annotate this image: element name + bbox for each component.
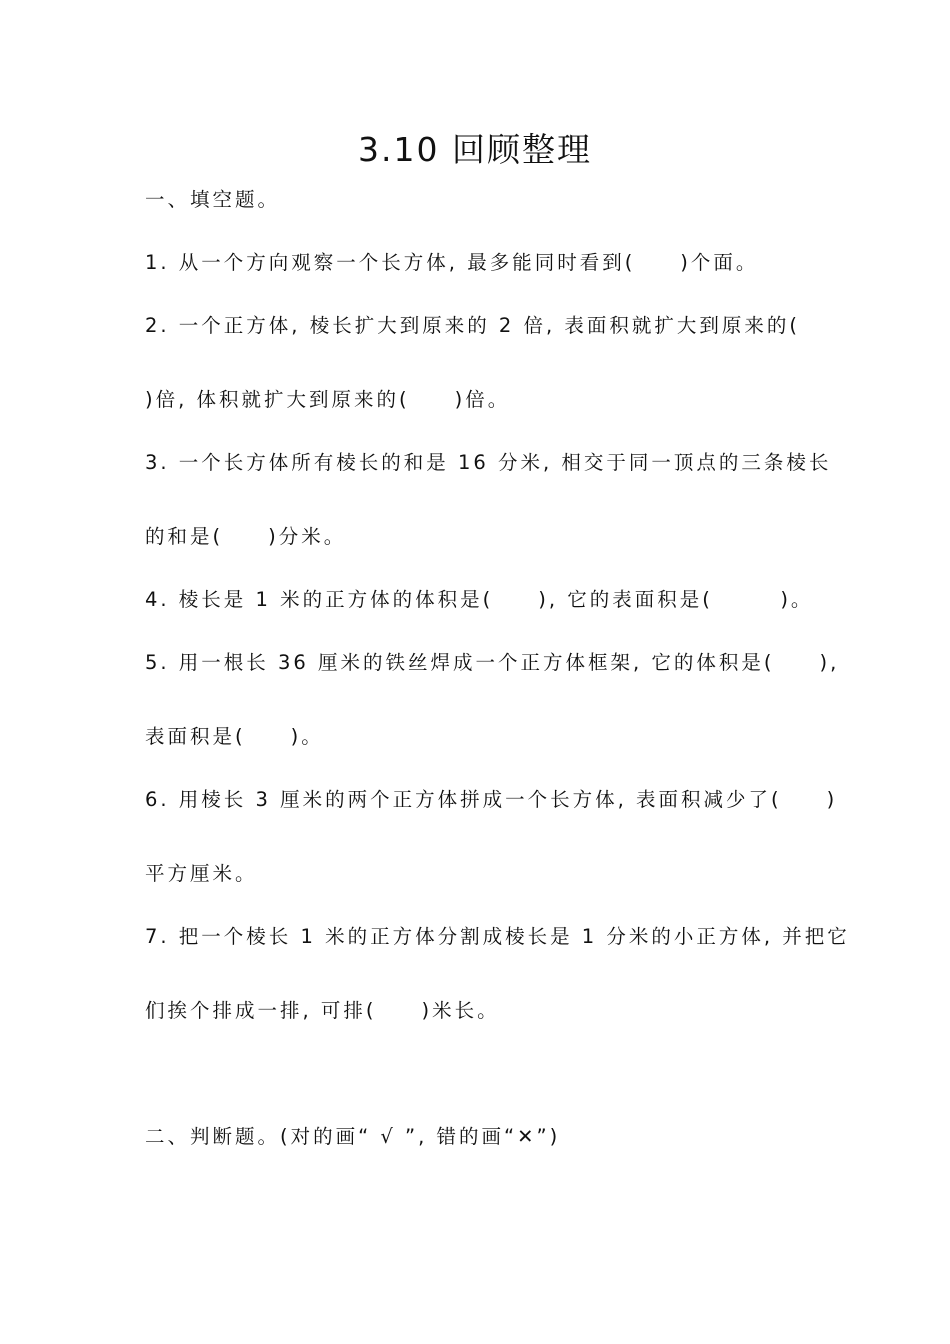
question-2-line-2: )倍, 体积就扩大到原来的( )倍。 xyxy=(145,388,511,411)
question-6-line-1: 6. 用棱长 3 厘米的两个正方体拼成一个长方体, 表面积减少了( ) xyxy=(145,788,838,811)
question-5-line-2: 表面积是( )。 xyxy=(145,725,324,748)
question-1: 1. 从一个方向观察一个长方体, 最多能同时看到( )个面。 xyxy=(145,251,759,274)
question-5-line-1: 5. 用一根长 36 厘米的铁丝焊成一个正方体框架, 它的体积是( ), xyxy=(145,651,840,674)
question-3-line-1: 3. 一个长方体所有棱长的和是 16 分米, 相交于同一顶点的三条棱长 xyxy=(145,451,832,474)
question-6-line-2: 平方厘米。 xyxy=(145,862,258,885)
question-7-line-2: 们挨个排成一排, 可排( )米长。 xyxy=(145,999,500,1022)
question-4: 4. 棱长是 1 米的正方体的体积是( ), 它的表面积是( )。 xyxy=(145,588,814,611)
question-2-line-1: 2. 一个正方体, 棱长扩大到原来的 2 倍, 表面积就扩大到原来的( xyxy=(145,314,801,337)
section-1-heading: 一、填空题。 xyxy=(145,188,281,211)
section-2-heading: 二、判断题。(对的画“ √ ”, 错的画“✕”) xyxy=(145,1125,561,1148)
question-3-line-2: 的和是( )分米。 xyxy=(145,525,347,548)
page-title: 3.10 回顾整理 xyxy=(358,130,592,169)
question-7-line-1: 7. 把一个棱长 1 米的正方体分割成棱长是 1 分米的小正方体, 并把它 xyxy=(145,925,850,948)
